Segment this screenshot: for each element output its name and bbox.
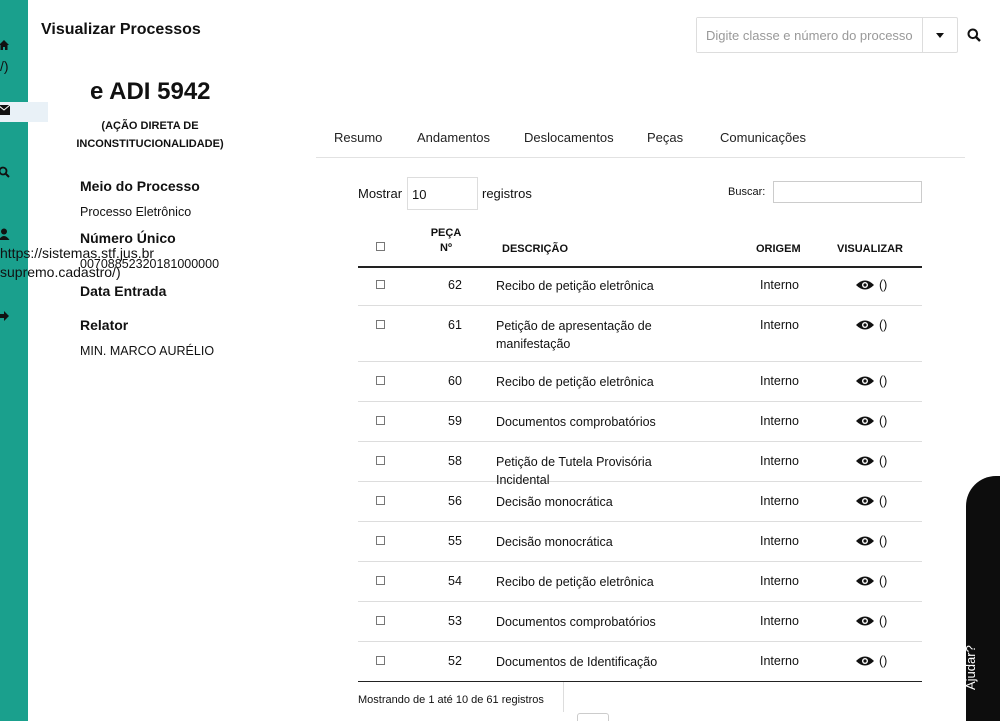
home-icon[interactable]: [0, 39, 12, 53]
tab-andamentos[interactable]: Andamentos: [417, 130, 490, 145]
eye-icon: [855, 615, 875, 627]
table-info: Mostrando de 1 até 10 de 61 registros: [358, 694, 544, 706]
row-origin: Interno: [760, 318, 799, 332]
row-view-count: (): [879, 534, 888, 548]
tab-comunicacoes[interactable]: Comunicações: [720, 130, 806, 145]
row-view-count: (): [879, 278, 888, 292]
row-description[interactable]: Recibo de petição eletrônica: [496, 279, 654, 293]
page-length-select[interactable]: 10: [407, 177, 478, 210]
row-view[interactable]: [855, 494, 887, 508]
records-label: registros: [482, 186, 532, 201]
eye-icon: [855, 455, 875, 467]
search-button[interactable]: [963, 25, 985, 45]
sign-out-icon[interactable]: [0, 310, 12, 324]
row-view[interactable]: [855, 654, 887, 668]
rail-url-text[interactable]: https://sistemas.stf.jus.br: [0, 245, 155, 261]
row-peca-number: 58: [448, 454, 462, 468]
row-peca-number: 54: [448, 574, 462, 588]
eye-icon: [855, 655, 875, 667]
process-class: [60, 117, 240, 153]
row-origin: Interno: [760, 278, 799, 292]
numero-label: Número Único: [80, 230, 176, 246]
select-all-checkbox[interactable]: [376, 242, 385, 251]
row-checkbox[interactable]: [376, 616, 385, 625]
row-description[interactable]: Recibo de petição eletrônica: [496, 575, 654, 589]
col-peca-line2: Nº: [440, 242, 452, 254]
row-checkbox[interactable]: [376, 320, 385, 329]
relator-value: MIN. MARCO AURÉLIO: [80, 344, 215, 358]
table-footer-line: [358, 681, 922, 682]
row-origin: Interno: [760, 454, 799, 468]
page-title: Visualizar Processos: [41, 21, 201, 38]
row-peca-number: 62: [448, 278, 462, 292]
eye-icon: [855, 575, 875, 587]
user-icon[interactable]: [0, 228, 12, 242]
show-label: Mostrar: [358, 186, 403, 201]
table-row: [358, 522, 922, 562]
row-peca-number: 61: [448, 318, 462, 332]
col-visualizar[interactable]: VISUALIZAR: [837, 243, 903, 255]
process-class-line2: INCONSTITUCIONALIDADE): [76, 138, 224, 150]
row-peca-number: 56: [448, 494, 462, 508]
row-description[interactable]: Documentos de Identificação: [496, 655, 658, 669]
footer-separator: [563, 682, 564, 712]
tab-bar: [316, 121, 965, 158]
row-origin: Interno: [760, 534, 799, 548]
meio-label: Meio do Processo: [80, 178, 200, 194]
row-description[interactable]: Documentos comprobatórios: [496, 415, 656, 429]
search-dropdown-button[interactable]: [922, 18, 957, 52]
eye-icon: [855, 279, 875, 291]
row-view[interactable]: [855, 574, 887, 588]
row-checkbox[interactable]: [376, 656, 385, 665]
tab-resumo[interactable]: Resumo: [334, 130, 383, 145]
relator-label: Relator: [80, 317, 129, 333]
eye-icon: [855, 319, 875, 331]
col-peca-line1: PEÇA: [430, 227, 462, 239]
row-checkbox[interactable]: [376, 496, 385, 505]
row-view[interactable]: [855, 414, 887, 428]
caret-down-icon: [936, 33, 944, 38]
process-class-line1: (AÇÃO DIRETA DE: [101, 120, 199, 132]
rail-url-text-2[interactable]: supremo.cadastro/): [0, 264, 121, 280]
row-description[interactable]: Decisão monocrática: [496, 535, 613, 549]
eye-icon: [855, 375, 875, 387]
row-peca-number: 59: [448, 414, 462, 428]
row-view-count: (): [879, 318, 888, 332]
row-checkbox[interactable]: [376, 456, 385, 465]
row-origin: Interno: [760, 614, 799, 628]
table-row: [358, 642, 922, 682]
row-view[interactable]: [855, 534, 887, 548]
col-peca[interactable]: [429, 227, 463, 254]
help-label[interactable]: Ajudar?: [963, 645, 978, 690]
eye-icon: [855, 495, 875, 507]
row-description[interactable]: Recibo de petição eletrônica: [496, 375, 654, 389]
table-row: [358, 562, 922, 602]
col-origem[interactable]: ORIGEM: [756, 243, 801, 255]
row-origin: Interno: [760, 574, 799, 588]
row-origin: Interno: [760, 374, 799, 388]
row-peca-number: 55: [448, 534, 462, 548]
table-header: [358, 226, 922, 268]
row-view-count: (): [879, 414, 888, 428]
table-row: [358, 266, 922, 306]
entrada-label: Data Entrada: [80, 283, 167, 299]
row-description[interactable]: Decisão monocrática: [496, 495, 613, 509]
table-row: [358, 306, 922, 362]
row-peca-number: 53: [448, 614, 462, 628]
row-view-count: (): [879, 454, 888, 468]
filter-label: Buscar:: [728, 186, 766, 198]
process-search: [696, 17, 958, 53]
table-row: [358, 482, 922, 522]
row-view[interactable]: [855, 318, 887, 332]
row-origin: Interno: [760, 494, 799, 508]
row-description[interactable]: Petição de Tutela Provisória Incidental: [496, 455, 652, 487]
row-checkbox[interactable]: [376, 536, 385, 545]
row-view-count: (): [879, 494, 888, 508]
row-view[interactable]: [855, 278, 887, 292]
row-view[interactable]: [855, 374, 887, 388]
tab-pecas[interactable]: Peças: [647, 130, 684, 145]
row-view-count: (): [879, 574, 888, 588]
row-checkbox[interactable]: [376, 280, 385, 289]
row-description[interactable]: Documentos comprobatórios: [496, 615, 656, 629]
filter-input[interactable]: [773, 181, 922, 203]
row-origin: Interno: [760, 654, 799, 668]
table-row: [358, 442, 922, 487]
tab-deslocamentos[interactable]: Deslocamentos: [524, 130, 614, 145]
row-view-count: (): [879, 614, 888, 628]
col-descricao[interactable]: DESCRIÇÃO: [502, 243, 569, 255]
row-view-count: (): [879, 374, 888, 388]
table-row: [358, 402, 922, 442]
row-view[interactable]: [855, 614, 887, 628]
magnifier-icon: [967, 28, 981, 42]
process-id: e ADI 5942: [90, 78, 211, 105]
row-checkbox[interactable]: [376, 416, 385, 425]
process-search-input[interactable]: [697, 18, 922, 52]
numero-value: 00708852320181000000: [80, 257, 220, 271]
row-peca-number: 52: [448, 654, 462, 668]
row-description[interactable]: Petição de apresentação de manifestação: [496, 319, 652, 351]
row-checkbox[interactable]: [376, 376, 385, 385]
search-icon[interactable]: [0, 166, 12, 180]
pagination-button[interactable]: [577, 713, 609, 721]
table-row: [358, 362, 922, 402]
row-view-count: (): [879, 654, 888, 668]
meio-value: Processo Eletrônico: [80, 205, 192, 219]
eye-icon: [855, 415, 875, 427]
row-view[interactable]: [855, 454, 887, 468]
rail-link-text[interactable]: /): [0, 58, 9, 74]
eye-icon: [855, 535, 875, 547]
row-peca-number: 60: [448, 374, 462, 388]
envelope-icon[interactable]: [0, 104, 12, 118]
row-checkbox[interactable]: [376, 576, 385, 585]
table-row: [358, 602, 922, 642]
row-origin: Interno: [760, 414, 799, 428]
